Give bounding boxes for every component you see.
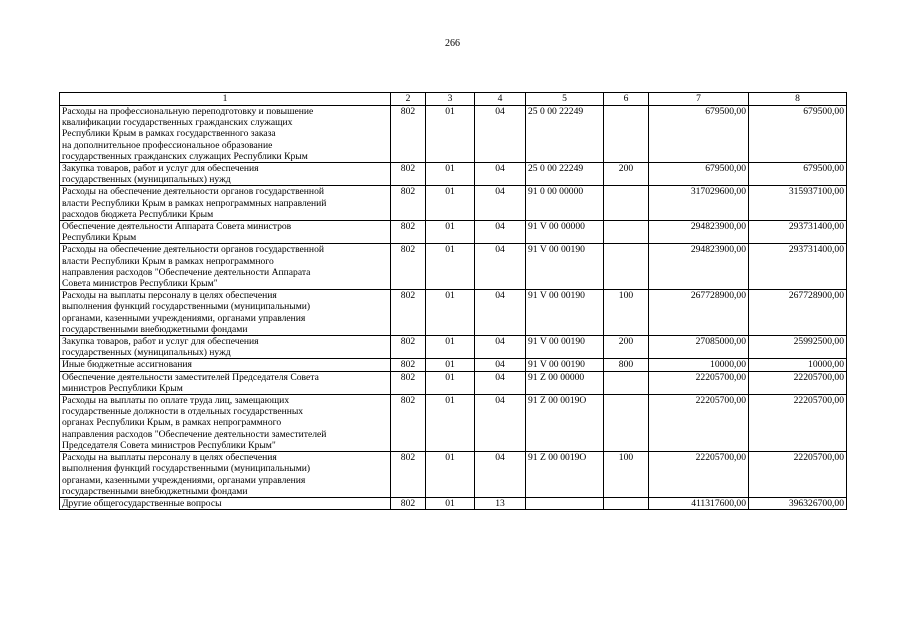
ministry-code: 802 bbox=[391, 290, 426, 336]
expense-description: Обеспечение деятельности заместителей Председателя Совета министров Республики Крым bbox=[60, 371, 391, 394]
target-article: 91 V 00 00190 bbox=[526, 359, 604, 371]
subsection-code: 04 bbox=[475, 395, 526, 452]
expense-description: Расходы на обеспечение деятельности органов государственной власти Республики Крым в рамках непрограммного направления расходов "Обеспечение деятельности Аппарата Совета министров Республики Крым" bbox=[60, 244, 391, 290]
table-row bbox=[60, 336, 847, 359]
column-header: 8 bbox=[749, 93, 847, 106]
header-row bbox=[60, 93, 847, 106]
amount-year-1: 10000,00 bbox=[649, 359, 749, 371]
table-row bbox=[60, 290, 847, 336]
ministry-code: 802 bbox=[391, 163, 426, 186]
ministry-code: 802 bbox=[391, 186, 426, 221]
ministry-code: 802 bbox=[391, 106, 426, 163]
expense-type bbox=[604, 395, 649, 452]
section-code: 01 bbox=[426, 395, 475, 452]
target-article: 91 V 00 00000 bbox=[526, 221, 604, 244]
amount-year-1: 22205700,00 bbox=[649, 395, 749, 452]
expense-type bbox=[604, 497, 649, 509]
subsection-code: 04 bbox=[475, 290, 526, 336]
section-code: 01 bbox=[426, 244, 475, 290]
expense-description: Расходы на выплаты персоналу в целях обеспечения выполнения функций государственными (муниципальными) органами, казенными учреждениями, органами управления государственными внебюджетными фондами bbox=[60, 290, 391, 336]
ministry-code: 802 bbox=[391, 452, 426, 498]
amount-year-1: 294823900,00 bbox=[649, 244, 749, 290]
amount-year-2: 293731400,00 bbox=[749, 221, 847, 244]
expense-description: Расходы на выплаты персоналу в целях обеспечения выполнения функций государственными (муниципальными) органами, казенными учреждениями, органами управления государственными внебюджетными фондами bbox=[60, 452, 391, 498]
expense-type bbox=[604, 244, 649, 290]
column-header: 6 bbox=[604, 93, 649, 106]
subsection-code: 04 bbox=[475, 221, 526, 244]
column-header: 2 bbox=[391, 93, 426, 106]
amount-year-1: 679500,00 bbox=[649, 163, 749, 186]
column-header: 3 bbox=[426, 93, 475, 106]
table-row bbox=[60, 359, 847, 371]
ministry-code: 802 bbox=[391, 497, 426, 509]
amount-year-2: 293731400,00 bbox=[749, 244, 847, 290]
subsection-code: 04 bbox=[475, 359, 526, 371]
subsection-code: 13 bbox=[475, 497, 526, 509]
table-row bbox=[60, 244, 847, 290]
amount-year-1: 294823900,00 bbox=[649, 221, 749, 244]
expense-description: Иные бюджетные ассигнования bbox=[60, 359, 391, 371]
expense-description: Другие общегосударственные вопросы bbox=[60, 497, 391, 509]
amount-year-1: 679500,00 bbox=[649, 106, 749, 163]
section-code: 01 bbox=[426, 336, 475, 359]
ministry-code: 802 bbox=[391, 221, 426, 244]
section-code: 01 bbox=[426, 221, 475, 244]
expense-type: 200 bbox=[604, 163, 649, 186]
expense-description: Обеспечение деятельности Аппарата Совета министров Республики Крым bbox=[60, 221, 391, 244]
ministry-code: 802 bbox=[391, 359, 426, 371]
subsection-code: 04 bbox=[475, 452, 526, 498]
amount-year-1: 317029600,00 bbox=[649, 186, 749, 221]
column-header: 7 bbox=[649, 93, 749, 106]
amount-year-2: 10000,00 bbox=[749, 359, 847, 371]
target-article bbox=[526, 497, 604, 509]
amount-year-1: 411317600,00 bbox=[649, 497, 749, 509]
section-code: 01 bbox=[426, 186, 475, 221]
section-code: 01 bbox=[426, 371, 475, 394]
table-row bbox=[60, 163, 847, 186]
table-row bbox=[60, 452, 847, 498]
target-article: 91 0 00 00000 bbox=[526, 186, 604, 221]
expense-type: 100 bbox=[604, 290, 649, 336]
ministry-code: 802 bbox=[391, 395, 426, 452]
ministry-code: 802 bbox=[391, 244, 426, 290]
expense-description: Закупка товаров, работ и услуг для обеспечения государственных (муниципальных) нужд bbox=[60, 163, 391, 186]
amount-year-2: 679500,00 bbox=[749, 106, 847, 163]
amount-year-1: 22205700,00 bbox=[649, 452, 749, 498]
amount-year-2: 25992500,00 bbox=[749, 336, 847, 359]
expense-type bbox=[604, 106, 649, 163]
amount-year-2: 267728900,00 bbox=[749, 290, 847, 336]
amount-year-2: 22205700,00 bbox=[749, 371, 847, 394]
expense-type: 800 bbox=[604, 359, 649, 371]
amount-year-2: 679500,00 bbox=[749, 163, 847, 186]
ministry-code: 802 bbox=[391, 371, 426, 394]
column-header: 1 bbox=[60, 93, 391, 106]
subsection-code: 04 bbox=[475, 163, 526, 186]
amount-year-1: 27085000,00 bbox=[649, 336, 749, 359]
budget-table bbox=[59, 92, 847, 510]
amount-year-1: 267728900,00 bbox=[649, 290, 749, 336]
expense-type bbox=[604, 371, 649, 394]
expense-description: Расходы на обеспечение деятельности органов государственной власти Республики Крым в рамках непрограммных направлений расходов бюджета Республики Крым bbox=[60, 186, 391, 221]
page-number: 266 bbox=[445, 38, 460, 49]
section-code: 01 bbox=[426, 106, 475, 163]
section-code: 01 bbox=[426, 359, 475, 371]
table-row bbox=[60, 221, 847, 244]
amount-year-1: 22205700,00 bbox=[649, 371, 749, 394]
column-header: 4 bbox=[475, 93, 526, 106]
amount-year-2: 22205700,00 bbox=[749, 452, 847, 498]
target-article: 25 0 00 22249 bbox=[526, 163, 604, 186]
table-row bbox=[60, 106, 847, 163]
section-code: 01 bbox=[426, 163, 475, 186]
subsection-code: 04 bbox=[475, 371, 526, 394]
target-article: 91 Z 00 0019О bbox=[526, 452, 604, 498]
target-article: 91 Z 00 0019О bbox=[526, 395, 604, 452]
subsection-code: 04 bbox=[475, 336, 526, 359]
amount-year-2: 396326700,00 bbox=[749, 497, 847, 509]
target-article: 91 V 00 00190 bbox=[526, 290, 604, 336]
target-article: 25 0 00 22249 bbox=[526, 106, 604, 163]
subsection-code: 04 bbox=[475, 106, 526, 163]
amount-year-2: 315937100,00 bbox=[749, 186, 847, 221]
amount-year-2: 22205700,00 bbox=[749, 395, 847, 452]
subsection-code: 04 bbox=[475, 244, 526, 290]
target-article: 91 V 00 00190 bbox=[526, 336, 604, 359]
expense-type bbox=[604, 186, 649, 221]
expense-type bbox=[604, 221, 649, 244]
table-row bbox=[60, 395, 847, 452]
subsection-code: 04 bbox=[475, 186, 526, 221]
target-article: 91 V 00 00190 bbox=[526, 244, 604, 290]
section-code: 01 bbox=[426, 497, 475, 509]
table-row bbox=[60, 497, 847, 509]
target-article: 91 Z 00 00000 bbox=[526, 371, 604, 394]
table-row bbox=[60, 186, 847, 221]
expense-type: 200 bbox=[604, 336, 649, 359]
expense-type: 100 bbox=[604, 452, 649, 498]
expense-description: Расходы на профессиональную переподготовку и повышение квалификации государственных гражданских служащих Республики Крым в рамках государственного заказа на дополнительное профессиональное образование государственных гражданских служащих Республики Крым bbox=[60, 106, 391, 163]
expense-description: Закупка товаров, работ и услуг для обеспечения государственных (муниципальных) нужд bbox=[60, 336, 391, 359]
section-code: 01 bbox=[426, 452, 475, 498]
expense-description: Расходы на выплаты по оплате труда лиц, замещающих государственные должности в отдельных государственных органах Республики Крым, в рамках непрограммного направления расходов "Обеспечение деятельности заместителей Председателя Совета министров Республики Крым" bbox=[60, 395, 391, 452]
column-header: 5 bbox=[526, 93, 604, 106]
section-code: 01 bbox=[426, 290, 475, 336]
table-row bbox=[60, 371, 847, 394]
ministry-code: 802 bbox=[391, 336, 426, 359]
